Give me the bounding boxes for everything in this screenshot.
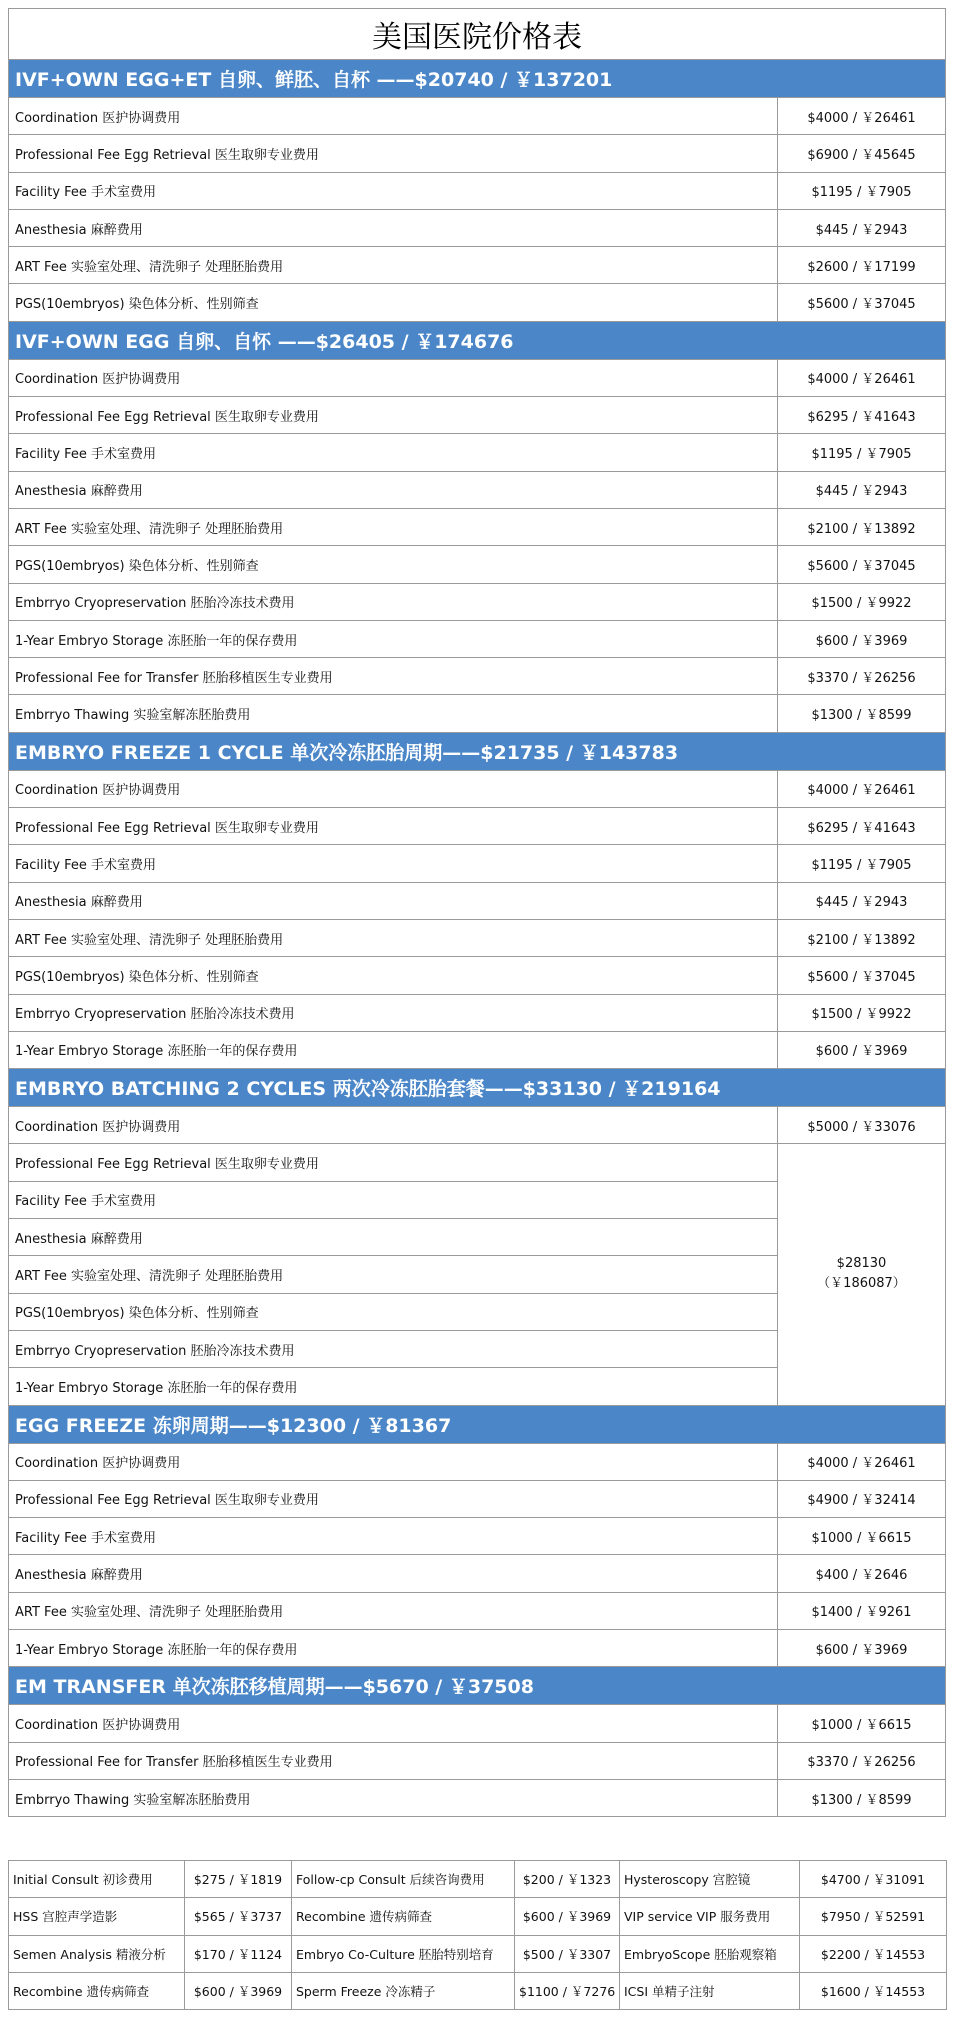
table-row [9,546,946,583]
table-row [9,1555,946,1592]
item-name: PGS(10embryos) 染色体分析、性别筛查 [9,284,778,321]
extras-row [9,1972,947,2009]
item-price: $1000 / ￥6615 [778,1518,946,1555]
item-price: $1300 / ￥8599 [778,1779,946,1816]
table-row [9,1742,946,1779]
price-sheet [8,8,946,1817]
extra-item-name: Follow-cp Consult 后续咨询费用 [292,1861,515,1898]
extra-item-price: $1600 / ￥14553 [800,1972,947,2009]
merged-price-cny: （￥186087） [817,1276,906,1292]
item-name: Embrryo Cryopreservation 胚胎冷冻技术费用 [9,1330,778,1367]
item-price: $2600 / ￥17199 [778,247,946,284]
extras-row [9,1898,947,1935]
item-price: $445 / ￥2943 [778,882,946,919]
item-price: $600 / ￥3969 [778,1629,946,1666]
section-heading: EGG FREEZE 冻卵周期——$12300 / ￥81367 [8,1406,946,1443]
item-price: $1195 / ￥7905 [778,845,946,882]
section-heading: EM TRANSFER 单次冻胚移植周期——$5670 / ￥37508 [8,1667,946,1704]
item-price: $1195 / ￥7905 [778,434,946,471]
extra-item-price: $275 / ￥1819 [185,1861,292,1898]
item-name: Coordination 医护协调费用 [9,98,778,135]
table-row [9,1144,946,1181]
item-name: ART Fee 实验室处理、清洗卵子 处理胚胎费用 [9,919,778,956]
item-name: PGS(10embryos) 染色体分析、性别筛查 [9,546,778,583]
item-price: $4000 / ￥26461 [778,359,946,396]
table-row [9,882,946,919]
item-name: PGS(10embryos) 染色体分析、性别筛查 [9,1293,778,1330]
table-row [9,808,946,845]
table-row [9,957,946,994]
item-price: $1195 / ￥7905 [778,172,946,209]
section-heading: IVF+OWN EGG+ET 自卵、鲜胚、自杯 ——$20740 / ￥137201 [8,60,946,97]
item-name: ART Fee 实验室处理、清洗卵子 处理胚胎费用 [9,247,778,284]
extra-item-price: $565 / ￥3737 [185,1898,292,1935]
extra-item-price: $600 / ￥3969 [185,1972,292,2009]
section-table [8,770,946,1069]
table-row [9,1629,946,1666]
item-price: $600 / ￥3969 [778,1031,946,1068]
item-name: Embrryo Cryopreservation 胚胎冷冻技术费用 [9,583,778,620]
section-table [8,359,946,733]
table-row [9,1779,946,1816]
item-name: Anesthesia 麻醉费用 [9,1219,778,1256]
item-name: Coordination 医护协调费用 [9,1705,778,1742]
section-table [8,1443,946,1668]
table-row [9,508,946,545]
extra-item-name: Semen Analysis 精液分析 [9,1935,185,1972]
section-heading: IVF+OWN EGG 自卵、自怀 ——$26405 / ￥174676 [8,322,946,359]
table-row [9,658,946,695]
item-name: Coordination 医护协调费用 [9,359,778,396]
item-name: Anesthesia 麻醉费用 [9,882,778,919]
table-row [9,845,946,882]
page-title: 美国医院价格表 [8,8,946,60]
item-name: Embrryo Cryopreservation 胚胎冷冻技术费用 [9,994,778,1031]
extra-item-name: ICSI 单精子注射 [620,1972,800,2009]
item-price: $1500 / ￥9922 [778,583,946,620]
table-row [9,1518,946,1555]
extras-row [9,1935,947,1972]
item-name: ART Fee 实验室处理、清洗卵子 处理胚胎费用 [9,1592,778,1629]
item-price: $5600 / ￥37045 [778,284,946,321]
item-price: $2100 / ￥13892 [778,508,946,545]
item-name: Facility Fee 手术室费用 [9,172,778,209]
item-name: Professional Fee Egg Retrieval 医生取卵专业费用 [9,1480,778,1517]
item-price: $5600 / ￥37045 [778,546,946,583]
extra-item-name: Sperm Freeze 冷冻精子 [292,1972,515,2009]
item-price: $2100 / ￥13892 [778,919,946,956]
item-name: Professional Fee for Transfer 胚胎移植医生专业费用 [9,1742,778,1779]
item-name: 1-Year Embryo Storage 冻胚胎一年的保存费用 [9,1031,778,1068]
table-row [9,583,946,620]
item-name: Embrryo Thawing 实验室解冻胚胎费用 [9,1779,778,1816]
table-row [9,919,946,956]
item-price: $3370 / ￥26256 [778,1742,946,1779]
extra-item-name: Hysteroscopy 宫腔镜 [620,1861,800,1898]
extra-item-price: $4700 / ￥31091 [800,1861,947,1898]
item-price: $4000 / ￥26461 [778,770,946,807]
item-name: PGS(10embryos) 染色体分析、性别筛查 [9,957,778,994]
item-price: $5600 / ￥37045 [778,957,946,994]
item-price: $6295 / ￥41643 [778,808,946,845]
item-price: $4900 / ￥32414 [778,1480,946,1517]
item-name: 1-Year Embryo Storage 冻胚胎一年的保存费用 [9,620,778,657]
extra-item-name: Recombine 遗传病筛查 [292,1898,515,1935]
table-row [9,397,946,434]
item-price: $6295 / ￥41643 [778,397,946,434]
table-row [9,284,946,321]
table-row [9,172,946,209]
table-row [9,1031,946,1068]
item-name: Facility Fee 手术室费用 [9,845,778,882]
section-heading: EMBRYO FREEZE 1 CYCLE 单次冷冻胚胎周期——$21735 / ￥143783 [8,733,946,770]
item-name: Anesthesia 麻醉费用 [9,209,778,246]
item-price: $4000 / ￥26461 [778,1443,946,1480]
item-name: Anesthesia 麻醉费用 [9,1555,778,1592]
extra-item-price: $200 / ￥1323 [515,1861,620,1898]
merged-price-usd: $28130 [836,1256,887,1272]
item-name: Professional Fee Egg Retrieval 医生取卵专业费用 [9,808,778,845]
table-row [9,695,946,732]
extra-item-price: $1100 / ￥7276 [515,1972,620,2009]
extra-item-name: HSS 宫腔声学造影 [9,1898,185,1935]
table-row [9,620,946,657]
item-price: $445 / ￥2943 [778,209,946,246]
table-row [9,434,946,471]
item-price: $4000 / ￥26461 [778,98,946,135]
item-name: ART Fee 实验室处理、清洗卵子 处理胚胎费用 [9,1256,778,1293]
table-row [9,1443,946,1480]
table-row [9,359,946,396]
item-price: $600 / ￥3969 [778,620,946,657]
extra-item-price: $7950 / ￥52591 [800,1898,947,1935]
item-name: Professional Fee Egg Retrieval 医生取卵专业费用 [9,135,778,172]
item-price: $1000 / ￥6615 [778,1705,946,1742]
extra-item-price: $500 / ￥3307 [515,1935,620,1972]
item-name: Coordination 医护协调费用 [9,1443,778,1480]
table-row [9,135,946,172]
table-row [9,1107,946,1144]
table-row [9,1480,946,1517]
extra-item-name: Embryo Co-Culture 胚胎特别培育 [292,1935,515,1972]
extra-item-price: $170 / ￥1124 [185,1935,292,1972]
section-heading: EMBRYO BATCHING 2 CYCLES 两次冷冻胚胎套餐——$33130 / ￥219164 [8,1069,946,1106]
item-price: $400 / ￥2646 [778,1555,946,1592]
item-name: Professional Fee Egg Retrieval 医生取卵专业费用 [9,397,778,434]
extra-item-price: $600 / ￥3969 [515,1898,620,1935]
merged-price [778,1144,946,1405]
section-table [8,1704,946,1817]
item-name: Facility Fee 手术室费用 [9,1518,778,1555]
package-sections [8,60,946,1817]
extra-item-name: EmbryoScope 胚胎观察箱 [620,1935,800,1972]
section-table [8,97,946,322]
extra-item-name: VIP service VIP 服务费用 [620,1898,800,1935]
extras-table [8,1860,947,2010]
table-row [9,1705,946,1742]
extra-item-name: Initial Consult 初诊费用 [9,1861,185,1898]
table-row [9,1592,946,1629]
extras-table-wrapper [8,1860,946,2010]
item-name: Facility Fee 手术室费用 [9,434,778,471]
item-name: Professional Fee for Transfer 胚胎移植医生专业费用 [9,658,778,695]
item-name: Professional Fee Egg Retrieval 医生取卵专业费用 [9,1144,778,1181]
item-name: Embrryo Thawing 实验室解冻胚胎费用 [9,695,778,732]
item-price: $1400 / ￥9261 [778,1592,946,1629]
extra-item-price: $2200 / ￥14553 [800,1935,947,1972]
section-table [8,1106,946,1405]
item-price: $1300 / ￥8599 [778,695,946,732]
item-price: $1500 / ￥9922 [778,994,946,1031]
table-row [9,247,946,284]
table-row [9,770,946,807]
item-price: $6900 / ￥45645 [778,135,946,172]
extras-row [9,1861,947,1898]
item-name: ART Fee 实验室处理、清洗卵子 处理胚胎费用 [9,508,778,545]
item-price: $445 / ￥2943 [778,471,946,508]
item-name: 1-Year Embryo Storage 冻胚胎一年的保存费用 [9,1368,778,1405]
table-row [9,209,946,246]
item-price: $3370 / ￥26256 [778,658,946,695]
extra-item-name: Recombine 遗传病筛查 [9,1972,185,2009]
table-row [9,471,946,508]
item-name: Facility Fee 手术室费用 [9,1181,778,1218]
table-row [9,994,946,1031]
item-price: $5000 / ￥33076 [778,1107,946,1144]
item-name: Coordination 医护协调费用 [9,770,778,807]
item-name: 1-Year Embryo Storage 冻胚胎一年的保存费用 [9,1629,778,1666]
item-name: Coordination 医护协调费用 [9,1107,778,1144]
table-row [9,98,946,135]
item-name: Anesthesia 麻醉费用 [9,471,778,508]
